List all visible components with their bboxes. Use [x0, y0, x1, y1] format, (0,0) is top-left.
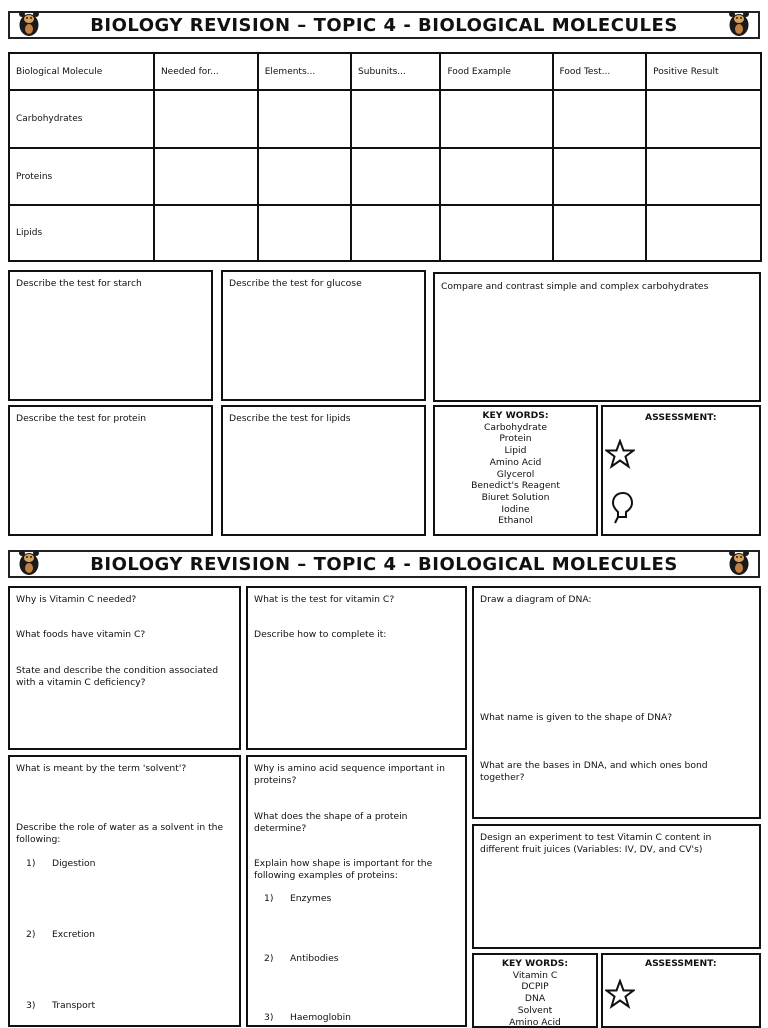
- glucose-test-box[interactable]: [221, 270, 426, 401]
- lipids-prompt: Describe the test for lipids: [229, 413, 351, 424]
- experiment-box[interactable]: [472, 824, 761, 949]
- bear-mascot-icon: [18, 10, 40, 36]
- solvent-box[interactable]: [8, 755, 241, 1027]
- list-number: 3): [264, 1012, 274, 1023]
- solvent-question: Describe the role of water as a solvent in the following:: [16, 822, 224, 845]
- key-word: Ethanol: [498, 515, 533, 527]
- key-words-title: KEY WORDS:: [501, 958, 569, 969]
- key-word: Protein: [499, 433, 532, 445]
- table-cell[interactable]: [553, 90, 647, 148]
- table-header: Food Example: [440, 53, 552, 90]
- table-cell[interactable]: [440, 205, 552, 261]
- vitamin-c-question: State and describe the condition associated with a vitamin C deficiency?: [16, 665, 219, 688]
- table-cell[interactable]: [646, 205, 761, 261]
- key-word: DNA: [524, 993, 546, 1005]
- key-words-title: KEY WORDS:: [482, 410, 549, 421]
- list-item: Haemoglobin: [290, 1012, 351, 1023]
- protein-question: What does the shape of a protein determine?: [254, 811, 408, 834]
- table-header: Subunits...: [351, 53, 440, 90]
- table-cell[interactable]: [258, 90, 351, 148]
- list-item: Digestion: [52, 858, 96, 869]
- dna-question: What name is given to the shape of DNA?: [480, 712, 673, 723]
- starch-prompt: Describe the test for starch: [16, 278, 142, 289]
- dna-question: What are the bases in DNA, and which ones bond together?: [480, 760, 708, 783]
- list-number: 1): [264, 893, 274, 904]
- key-word: Solvent: [517, 1004, 553, 1016]
- list-item: Antibodies: [290, 953, 339, 964]
- protein-question: Why is amino acid sequence important in proteins?: [254, 763, 445, 786]
- list-number: 2): [26, 929, 36, 940]
- table-row-label: Lipids: [9, 205, 154, 261]
- experiment-prompt: Design an experiment to test Vitamin C content in different fruit juices (Variables: IV, DV, and CV's): [480, 832, 712, 855]
- key-word: Biuret Solution: [481, 491, 550, 503]
- key-word: Amino Acid: [489, 456, 542, 468]
- key-words-box: [472, 953, 598, 1028]
- vitamin-c-test-question: Describe how to complete it:: [254, 629, 387, 640]
- key-word: Vitamin C: [512, 969, 558, 981]
- key-word: Benedict's Reagent: [471, 480, 560, 492]
- starch-test-box[interactable]: [8, 270, 213, 401]
- solvent-question: What is meant by the term 'solvent'?: [16, 763, 187, 774]
- lightbulb-outline-icon: [611, 491, 635, 525]
- key-word: DCPIP: [521, 981, 549, 993]
- list-number: 2): [264, 953, 274, 964]
- molecule-table: [8, 52, 762, 262]
- table-row-label: Proteins: [9, 148, 154, 204]
- table-header: Needed for...: [154, 53, 258, 90]
- carbohydrates-compare-box[interactable]: [433, 272, 761, 402]
- table-cell[interactable]: [351, 90, 440, 148]
- protein-question: Explain how shape is important for the following examples of proteins:: [254, 858, 433, 881]
- carbohydrates-prompt: Compare and contrast simple and complex carbohydrates: [441, 281, 709, 292]
- bear-mascot-icon: [728, 10, 750, 36]
- table-cell[interactable]: [553, 205, 647, 261]
- vitamin-c-question: What foods have vitamin C?: [16, 629, 146, 640]
- table-row-label: Carbohydrates: [9, 90, 154, 148]
- table-cell[interactable]: [646, 90, 761, 148]
- table-header: Biological Molecule: [9, 53, 154, 90]
- list-item: Transport: [52, 1000, 96, 1011]
- table-cell[interactable]: [154, 148, 258, 204]
- vitamin-c-test-box[interactable]: [246, 586, 467, 750]
- key-word: Carbohydrate: [483, 421, 548, 433]
- key-word: Amino Acid: [509, 1016, 561, 1028]
- table-header: Food Test...: [553, 53, 647, 90]
- dna-box[interactable]: [472, 586, 761, 819]
- bear-mascot-icon: [728, 549, 750, 575]
- page1-banner: [8, 11, 760, 39]
- table-cell[interactable]: [154, 205, 258, 261]
- protein-shape-box[interactable]: [246, 755, 467, 1027]
- star-outline-icon: [605, 439, 635, 469]
- key-words-box: [433, 405, 598, 536]
- bear-mascot-icon: [18, 549, 40, 575]
- list-number: 1): [26, 858, 36, 869]
- vitamin-c-question: Why is Vitamin C needed?: [16, 594, 137, 605]
- assessment-box[interactable]: [601, 953, 761, 1028]
- vitamin-c-test-question: What is the test for vitamin C?: [254, 594, 395, 605]
- key-word: Iodine: [501, 503, 530, 515]
- assessment-box[interactable]: [601, 405, 761, 536]
- star-outline-icon: [605, 979, 635, 1009]
- list-item: Excretion: [52, 929, 95, 940]
- assessment-title: ASSESSMENT:: [645, 412, 717, 423]
- dna-question: Draw a diagram of DNA:: [480, 594, 592, 605]
- page2-banner: [8, 550, 760, 578]
- table-cell[interactable]: [440, 90, 552, 148]
- lipids-test-box[interactable]: [221, 405, 426, 536]
- table-header: Elements...: [258, 53, 351, 90]
- page2-title: BIOLOGY REVISION – TOPIC 4 - BIOLOGICAL MOLECULES: [90, 553, 678, 575]
- table-cell[interactable]: [258, 205, 351, 261]
- table-cell[interactable]: [646, 148, 761, 204]
- key-word: Lipid: [504, 445, 527, 457]
- page1-title: BIOLOGY REVISION – TOPIC 4 - BIOLOGICAL MOLECULES: [90, 14, 678, 36]
- protein-test-box[interactable]: [8, 405, 213, 536]
- table-cell[interactable]: [351, 205, 440, 261]
- assessment-title: ASSESSMENT:: [645, 958, 717, 969]
- table-cell[interactable]: [553, 148, 647, 204]
- table-cell[interactable]: [351, 148, 440, 204]
- protein-prompt: Describe the test for protein: [16, 413, 147, 424]
- glucose-prompt: Describe the test for glucose: [229, 278, 362, 289]
- table-cell[interactable]: [154, 90, 258, 148]
- key-word: Glycerol: [496, 468, 535, 480]
- vitamin-c-box[interactable]: [8, 586, 241, 750]
- table-cell[interactable]: [258, 148, 351, 204]
- table-header: Positive Result: [646, 53, 761, 90]
- list-number: 3): [26, 1000, 36, 1011]
- list-item: Enzymes: [290, 893, 332, 904]
- table-cell[interactable]: [440, 148, 552, 204]
